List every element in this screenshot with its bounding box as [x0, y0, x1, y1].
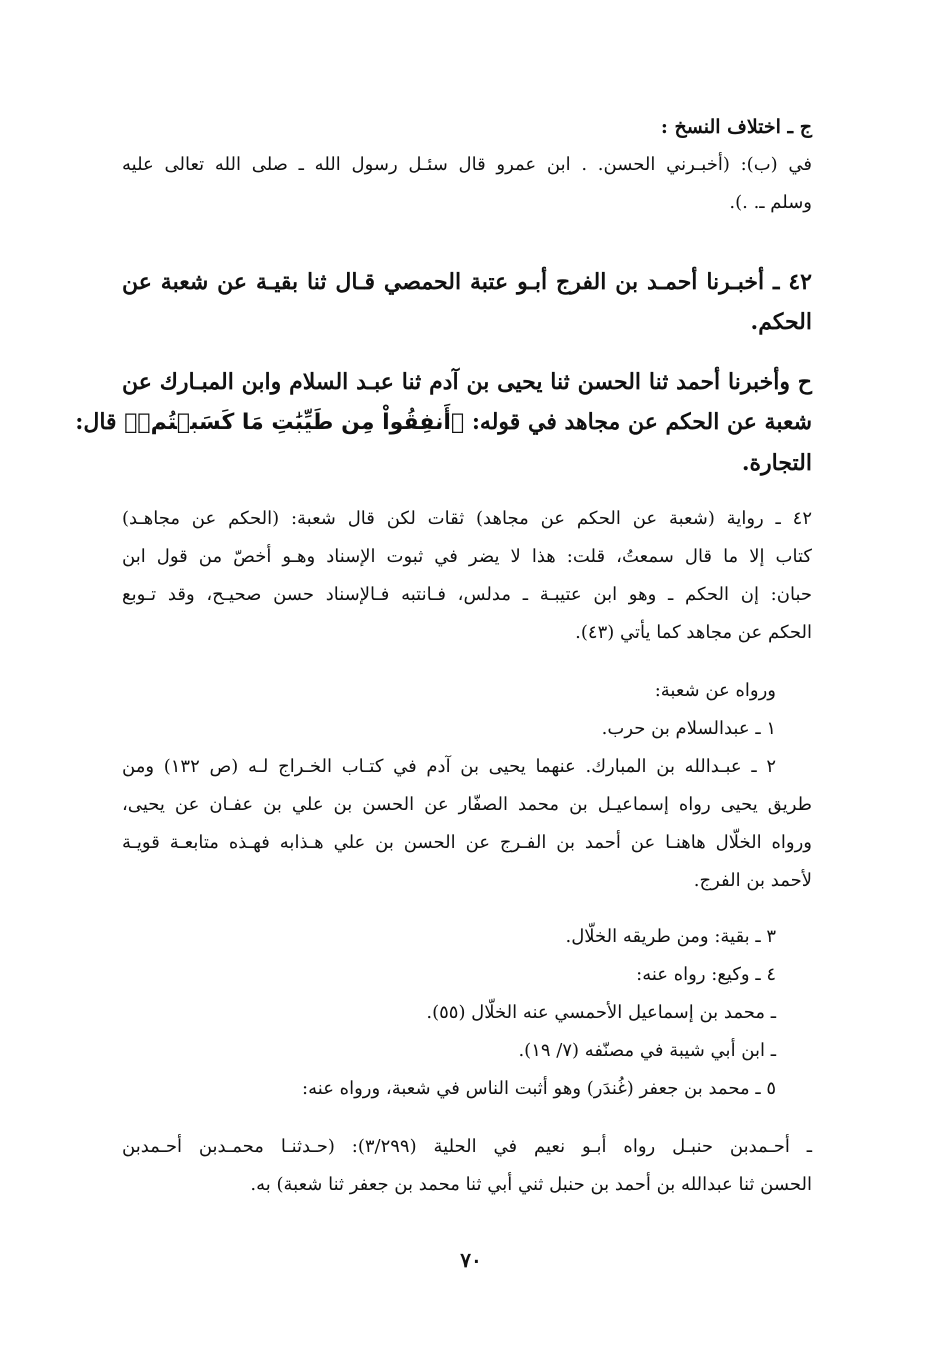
hadith-42-text	[122, 262, 812, 342]
narrator-item: ١ ـ عبدالسلام بن حرب.	[601, 718, 776, 739]
hadith-line: الحكم.	[750, 309, 812, 335]
hadith-42-commentary	[122, 500, 812, 652]
page-number: ٧٠	[460, 1248, 482, 1272]
hadith-42-second-chain	[75, 362, 812, 483]
hadith-line: ٤٢ ـ أخبـرنا أحمـد بن الفرج أبـو عتبة الحمصي قـال ثنا بقيـة عن شعبة عن	[122, 269, 812, 295]
narrators-list-continued	[122, 918, 812, 1108]
narrator-sub-item-line: الحسن ثنا عبدالله بن أحمد بن حنبل ثني أبي ثنا محمد بن جعفر ثنا شعبة) به.	[250, 1174, 812, 1195]
narrator-item-line: طريق يحيى رواه إسماعيـل بن محمد الصفّار عن الحسن بن علي بن عفـان عن يحيى،	[122, 794, 812, 815]
narrator-item: ٤ ـ وكيع: رواه عنه:	[636, 964, 776, 985]
narrators-list	[122, 672, 812, 900]
narrators-intro: ورواه عن شعبة:	[654, 680, 776, 701]
manuscript-differences-line: في (ب): (أخبـرني الحسن. . ابن عمرو قال سئـل رسول الله ـ صلى الله تعالى عليه	[122, 154, 812, 175]
narrator-item-line: ورواه الخلّال هاهنـا عن أحمد بن الفـرج عن الحسن بن علي هـذابه فهـذه متابعـة قويـة	[122, 832, 812, 853]
manuscript-differences-heading: ج ـ اختلاف النسخ :	[660, 116, 812, 138]
hadith-text: قال:	[75, 409, 125, 435]
hadith-text: شعبة عن الحكم عن مجاهد في قوله:	[464, 409, 812, 435]
commentary-line: ٤٢ ـ رواية (شعبة عن الحكم عن مجاهد) ثقات لكن قال شعبة: (الحكم عن مجاهـد)	[122, 508, 812, 529]
narrator-item-line: لأحمد بن الفرج.	[693, 870, 812, 891]
hadith-line: التجارة.	[741, 450, 812, 476]
manuscript-differences-section	[122, 108, 812, 222]
commentary-line: الحكم عن مجاهد كما يأتي (٤٣).	[575, 622, 812, 643]
commentary-line: كتاب إلا ما قال سمعتُ، قلت: هذا لا يضر في ثبوت الإسناد وهـو أخصّ من قول ابن	[122, 546, 812, 567]
narrator-sub-item: ـ محمد بن إسماعيل الأحمسي عنه الخلّال (٥٥).	[426, 1002, 776, 1023]
narrator-sub-item-ahmad	[122, 1128, 812, 1204]
narrator-sub-item-line: ـ أحـمدبن حنبـل رواه أبـو نعيم في الحلية (٣/٢٩٩): (حـدثنـا محمـدبن أحـمدبن	[122, 1136, 812, 1157]
hadith-line-with-verse	[75, 402, 812, 443]
hadith-line: ح وأخبرنا أحمد ثنا الحسن ثنا يحيى بن آدم ثنا عبـد السلام وابن المبـارك عن	[122, 369, 812, 395]
quran-verse: ﴿أَنفِقُواْ مِن طَيِّبَٰتِ مَا كَسَبۡتُمۡ﴾	[124, 410, 465, 435]
narrator-item: ٢ ـ عبـدالله بن المبارك. عنهما يحيى بن آدم في كتـاب الخـراج لـه (ص ١٣٢) ومن	[122, 756, 776, 777]
manuscript-differences-line: وسلم ـ. .).	[729, 192, 812, 213]
narrator-item: ٥ ـ محمد بن جعفر (غُندَر) وهو أثبت الناس في شعبة، ورواه عنه:	[302, 1078, 776, 1099]
commentary-line: حبان: إن الحكم ـ وهو ابن عتيبـة ـ مدلس، فـانتبه فـالإسناد حسن صحيـح، وقد تـوبع	[122, 584, 812, 605]
narrator-sub-item: ـ ابن أبي شيبة في مصنّفه (٧/ ١٩).	[518, 1040, 776, 1061]
narrator-item: ٣ ـ بقية: ومن طريقه الخلّال.	[565, 926, 776, 947]
